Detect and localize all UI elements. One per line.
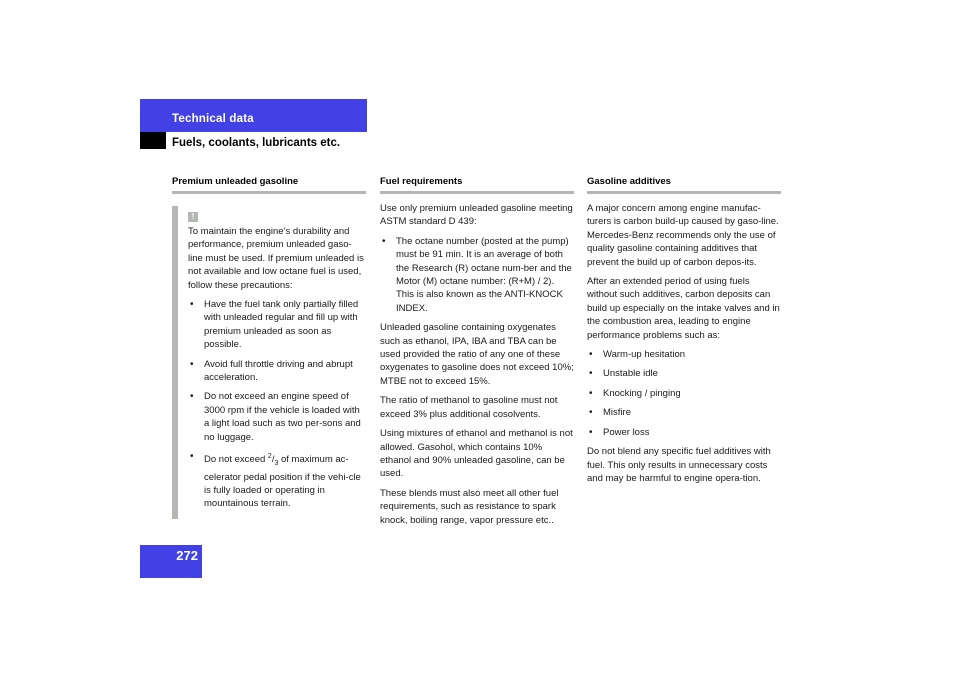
list-item (188, 450, 366, 511)
notice-box (172, 206, 366, 511)
list-item: • Have the fuel tank only partially filled with unleaded regular and fill up with premium unleaded as soon as possible. (188, 298, 366, 352)
heading-gasoline-additives: Gasoline additives (587, 176, 781, 194)
list-item: • Warm-up hesitation (587, 348, 781, 361)
octane-list (380, 235, 574, 315)
notice-bar (172, 206, 178, 519)
header-marker (140, 132, 166, 149)
paragraph: Using mixtures of ethanol and methanol is not allowed. Gasohol, which contains 10% ethanol and 90% unleaded gasoline, can be used. (380, 428, 573, 480)
column-fuel-requirements (380, 176, 574, 527)
heading-fuel-requirements: Fuel requirements (380, 176, 574, 194)
paragraph: Unleaded gasoline containing oxygenates such as ethanol, IPA, IBA and TBA can be used provided the ratio of any one of these oxygenates to gasoline does not exceed 10%; MTBE not to exceed 15%. (380, 322, 574, 387)
fraction-numerator: 2 (267, 453, 272, 461)
heading-premium-unleaded: Premium unleaded gasoline (172, 176, 366, 194)
subsection-title: Fuels, coolants, lubricants etc. (172, 137, 341, 149)
bullet-text-post: of maximum ac-celerator pedal position if the vehi-cle is fully loaded or operating in mountainous terrain. (204, 454, 361, 510)
problem-list (587, 348, 781, 439)
precaution-list (188, 298, 366, 511)
paragraph: The ratio of methanol to gasoline must not exceed 3% plus additional cosolvents. (380, 395, 558, 420)
list-item: • Power loss (587, 426, 781, 439)
paragraph: Use only premium unleaded gasoline meeting ASTM standard D 439: (380, 203, 573, 228)
paragraph: After an extended period of using fuels without such additives, carbon deposits can build up especially on the intake valves and in the combustion area, leading to engine performance problems such as: (587, 276, 780, 341)
paragraph: Do not blend any specific fuel additives with fuel. This only results in unnecessary costs and may be harmful to engine opera-tion. (587, 446, 771, 484)
column-premium-unleaded (172, 176, 366, 517)
fraction-denominator: 3 (274, 460, 279, 468)
section-title: Technical data (172, 113, 254, 125)
fraction: $^2/_3$ (267, 453, 279, 468)
list-item: • Unstable idle (587, 367, 781, 380)
column-gasoline-additives (587, 176, 781, 485)
list-item: • Knocking / pinging (587, 387, 781, 400)
page-number: 272 (176, 548, 198, 563)
notice-intro: To maintain the engine’s durability and performance, premium unleaded gaso-line must be used. If premium unleaded is not available and low octane fuel is used, follow these precautions: (188, 226, 364, 291)
list-item: • Do not exceed an engine speed of 3000 rpm if the vehicle is loaded with a light load such as two per-sons and no luggage. (188, 390, 366, 444)
list-item: • The octane number (posted at the pump) must be 91 min. It is an average of both the Research (R) octane num-ber and the Motor (M) octane number: (R+M) / 2). This is also known as the ANTI-KNOCK INDEX. (380, 235, 574, 315)
bullet-text-pre: Do not exceed (204, 454, 266, 466)
list-item: • Misfire (587, 406, 781, 419)
paragraph: These blends must also meet all other fuel requirements, such as resistance to spark knock, boiling range, vapor pressure etc.. (380, 487, 559, 526)
list-item: • Avoid full throttle driving and abrupt acceleration. (188, 358, 366, 385)
exclamation-icon: ! (188, 212, 198, 222)
paragraph: A major concern among engine manufac-turers is carbon build-up caused by gaso-line. Mercedes-Benz recommends only the use of quality gasoline containing additives that prevent the build up of carbon depos-its. (587, 203, 779, 268)
